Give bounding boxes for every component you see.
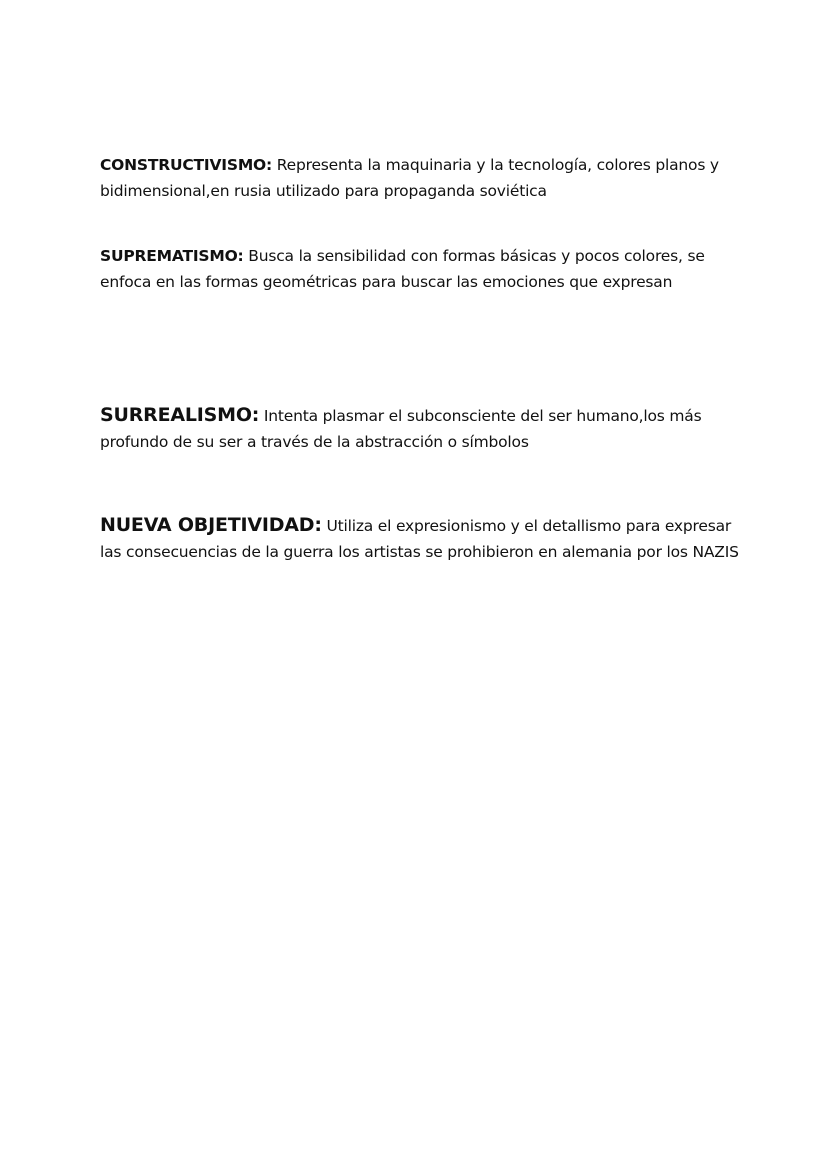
- term-definition: Busca la sensibilidad con formas básicas y pocos colores, se enfoca en las formas geométricas para buscar las emociones que expresan: [100, 247, 705, 291]
- term-heading: SUPREMATISMO:: [100, 247, 244, 265]
- term-definition: Intenta plasmar el subconsciente del ser humano,los más profundo de su ser a través de la abstracción o símbolos: [100, 407, 702, 451]
- entry-nueva-objetividad: [100, 512, 740, 565]
- entry-constructivismo: [100, 152, 740, 204]
- term-definition: Representa la maquinaria y la tecnología, colores planos y bidimensional,en rusia utilizado para propaganda soviética: [100, 156, 719, 200]
- term-heading: SURREALISMO:: [100, 404, 260, 426]
- entry-suprematismo: [100, 243, 740, 295]
- term-heading: CONSTRUCTIVISMO:: [100, 156, 273, 174]
- entry-surrealismo: [100, 402, 740, 455]
- term-definition: Utiliza el expresionismo y el detallismo para expresar las consecuencias de la guerra los artistas se prohibieron en alemania por los NAZIS: [100, 517, 739, 561]
- term-heading: NUEVA OBJETIVIDAD:: [100, 514, 322, 536]
